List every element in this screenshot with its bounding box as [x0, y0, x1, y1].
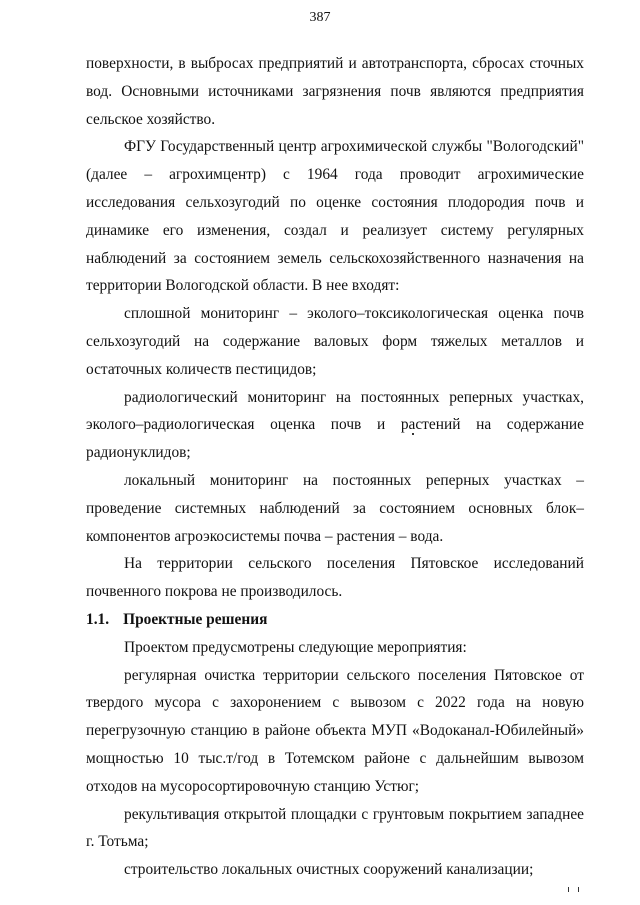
- page-number: 387: [309, 10, 331, 25]
- paragraph-waste-cleanup: регулярная очистка территории сельского поселения Пятовское от твердого мусора с захоронением с вывозом с 2022 года на новую перегрузочную станцию в районе объекта МУП «Водоканал-Юбилейный» мощностью 10 тыс.т/год в Тотемском районе с дальнейшим вывозом отходов на мусоросортировочную станцию Устюг;: [86, 666, 584, 795]
- section-number: 1.1.: [86, 610, 110, 628]
- paragraph-pollution-sources: поверхности, в выбросах предприятий и автотранспорта, сбросах сточных вод. Основными источниками загрязнения почв являются предприятия сельское хозяйство.: [86, 55, 584, 128]
- paragraph-measures-intro: Проектом предусмотрены следующие мероприятия:: [124, 638, 467, 656]
- section-title: Проектные решения: [123, 610, 268, 628]
- paragraph-recultivation: рекультивация открытой площадки с грунтовым покрытием западнее г. Тотьма;: [86, 805, 584, 851]
- paragraph-radiological-monitoring: радиологический мониторинг на постоянных реперных участках, эколого–радиологическая оценка почв и растений на содержание радионуклидов;: [86, 388, 584, 462]
- paragraph-continuous-monitoring: сплошной мониторинг – эколого–токсикологическая оценка почв сельхозугодий на содержание валовых форм тяжелых металлов и остаточных количеств пестицидов;: [86, 305, 584, 378]
- paragraph-sewage-facilities: строительство локальных очистных сооружений канализации;: [124, 861, 534, 879]
- paragraph-local-monitoring: локальный мониторинг на постоянных реперных участках – проведение системных наблюдений за состоянием основных блок–компонентов агроэкосистемы почва – растения – вода.: [86, 471, 584, 545]
- scan-mark: [578, 887, 579, 892]
- scan-mark: [568, 887, 569, 892]
- paragraph-no-soil-studies: На территории сельского поселения Пятовское исследований почвенного покрова не производилось.: [86, 555, 584, 601]
- document-body: [86, 50, 584, 884]
- scan-mark: [412, 433, 414, 435]
- paragraph-agrochem-center: ФГУ Государственный центр агрохимической службы "Вологодский" (далее – агрохимцентр) с 1964 года проводит агрохимические исследования сельхозугодий по оценке состояния плодородия почв и динамике его изменения, создал и реализует систему регулярных наблюдений за состоянием земель сельскохозяйственного назначения на территории Вологодской области. В нее входят:: [86, 138, 584, 295]
- section-heading: [86, 606, 584, 634]
